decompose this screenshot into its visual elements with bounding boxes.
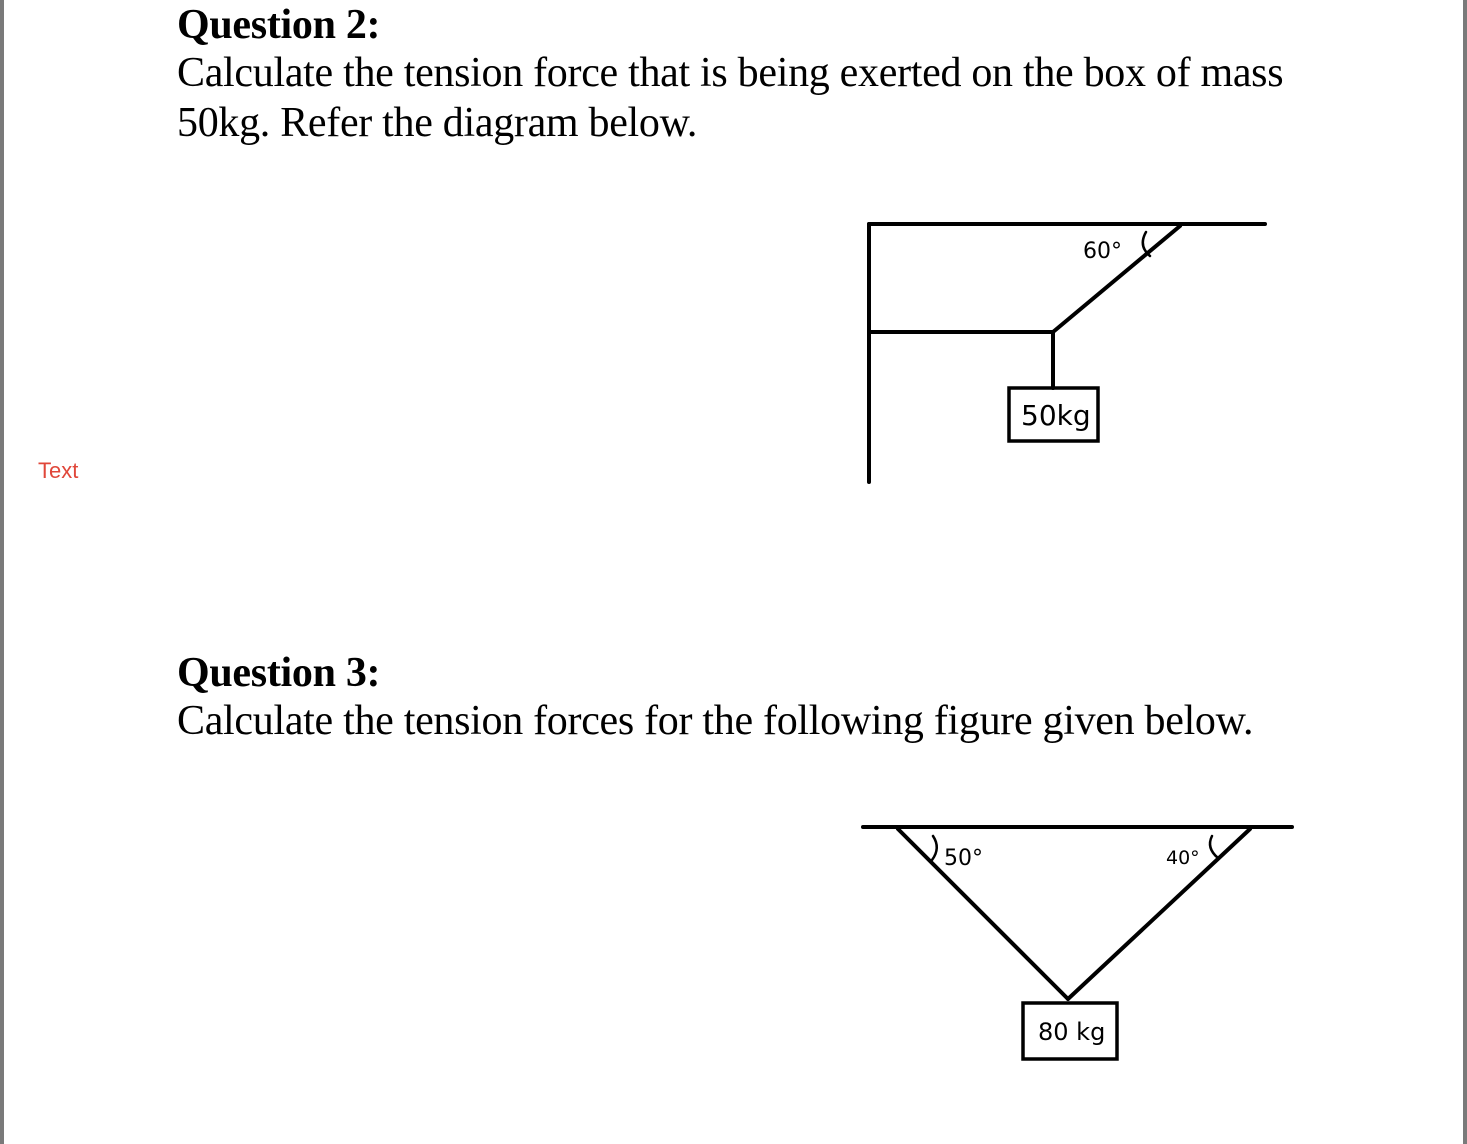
angle-label-40: 40°	[1166, 847, 1200, 869]
question-2-diagram	[869, 224, 1265, 482]
question-3-body: Calculate the tension forces for the following figure given below.	[177, 698, 1254, 744]
mass-label-80: 80 kg	[1038, 1018, 1106, 1046]
question-3-title: Question 3:	[177, 650, 381, 696]
angle-arc-50	[932, 836, 937, 860]
angle-label-60: 60°	[1083, 239, 1122, 264]
mass-label-50: 50kg	[1021, 399, 1091, 432]
angle-label-50: 50°	[944, 846, 983, 871]
question-2-title: Question 2:	[177, 2, 381, 48]
angle-arc-40	[1210, 836, 1218, 858]
right-rope	[1068, 829, 1250, 999]
margin-text-label: Text	[38, 458, 79, 483]
question-3-diagram	[863, 827, 1292, 1059]
left-rope	[898, 829, 1068, 999]
question-2-body: Calculate the tension force that is being exerted on the box of mass 50kg. Refer the diagram below.	[177, 50, 1284, 146]
